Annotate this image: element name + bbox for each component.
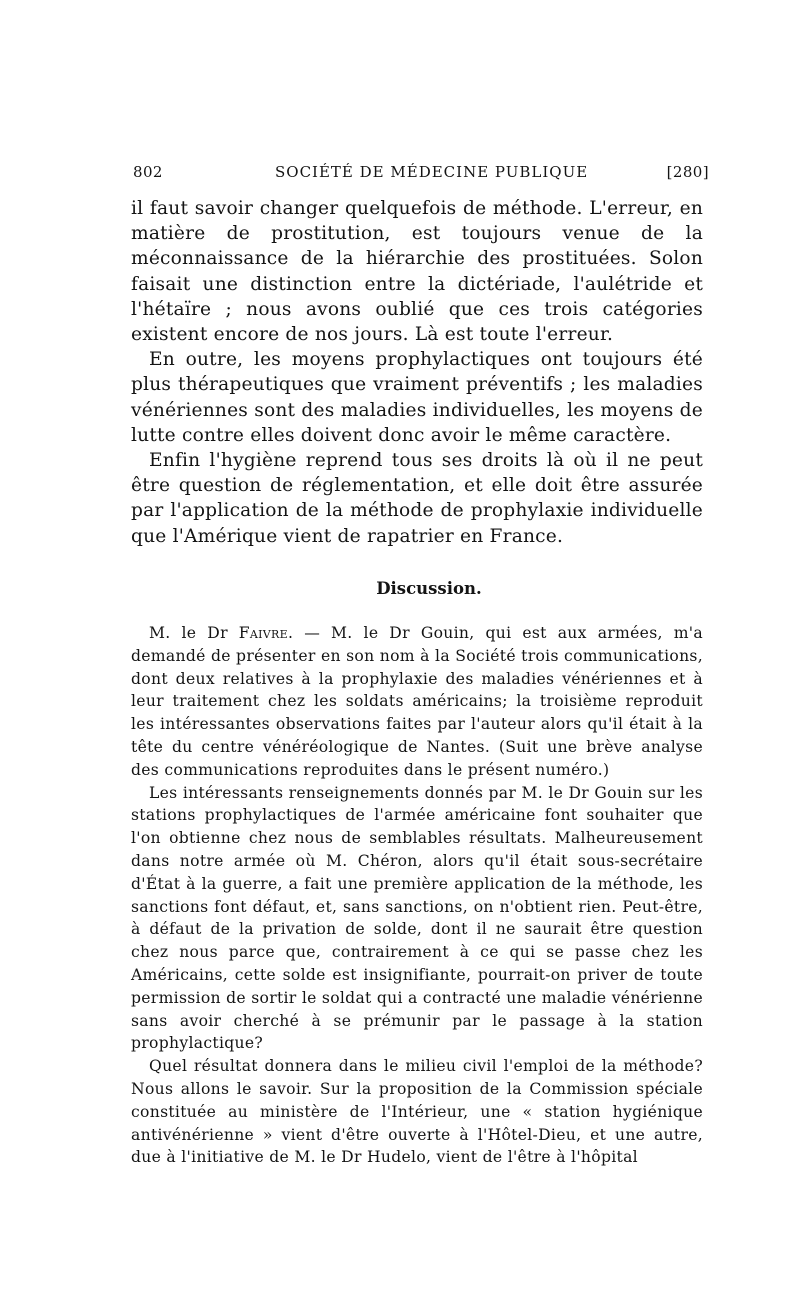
discussion-text: [131, 622, 703, 1169]
paragraph-hygiene: Enfin l'hygiène reprend tous ses droits là où il ne peut être question de réglementation, et elle doit être assurée par l'application de la méthode de prophylaxie individuelle que l'Amérique vient de rapatrier en France.: [131, 450, 703, 547]
paragraph-continuation: il faut savoir changer quelquefois de méthode. L'erreur, en matière de prostitution, est toujours venue de la méconnaissance de la hiérarchie des prostituées. Solon faisait une distinction entre la dictériade, l'aulétride et l'hétaïre ; nous avons oublié que ces trois catégories existent encore de nos jours. Là est toute l'erreur.: [131, 198, 703, 346]
paragraph-faivre-text: — M. le Dr Gouin, qui est aux armées, m'a demandé de présenter en son nom à la Société trois communications, dont deux relatives à la prophylaxie des maladies vénériennes et à leur traitement chez les soldats américains; la troisième reproduit les intéressantes observations faites par l'auteur alors qu'il était à la tête du centre vénéréologique de Nantes. (Suit une brève analyse des communications reproduites dans le présent numéro.): [131, 624, 703, 779]
paragraph-army-stations: Les intéressants renseignements donnés par M. le Dr Gouin sur les stations prophylactiques de l'armée américaine font souhaiter que l'on obtienne chez nous de semblables résultats. Malheureusement dans notre armée où M. Chéron, alors qu'il était sous-secrétaire d'État à la guerre, a fait une première application de la méthode, les sanctions font défaut, et, sans sanctions, on n'obtient rien. Peut-être, à défaut de la privation de solde, dont il ne saurait être question chez nous parce que, contrairement à ce qui se passe chez les Américains, cette solde est insignifiante, pourrait-on priver de toute permission de sortir le soldat qui a contracté une maladie vénérienne sans avoir cherché à se prémunir par le passage à la station prophylactique?: [131, 783, 703, 1053]
paragraph-faivre-intro: [131, 622, 703, 782]
paragraph-prophylaxis: En outre, les moyens prophylactiques ont toujours été plus thérapeutiques que vraiment préventifs ; les maladies vénériennes sont des maladies individuelles, les moyens de lutte contre elles doivent donc avoir le même caractère.: [131, 349, 703, 446]
paragraph-civil-method: Quel résultat donnera dans le milieu civil l'emploi de la méthode? Nous allons le savoir. Sur la proposition de la Commission spéciale constituée au ministère de l'Intérieur, une « station hygiénique antivénérienne » vient d'être ouverte à l'Hôtel-Dieu, et une autre, due à l'initiative de M. le Dr Hudelo, vient de l'être à l'hôpital: [131, 1057, 703, 1167]
section-heading-discussion: Discussion.: [376, 579, 482, 598]
original-page-reference: [280]: [666, 163, 709, 181]
running-header: [133, 160, 709, 184]
speaker-name: Faivre.: [238, 624, 294, 642]
main-text: [131, 196, 703, 549]
running-title: SOCIÉTÉ DE MÉDECINE PUBLIQUE: [275, 163, 589, 181]
speaker-title: M. le Dr: [149, 624, 228, 642]
page-number: 802: [133, 163, 163, 181]
